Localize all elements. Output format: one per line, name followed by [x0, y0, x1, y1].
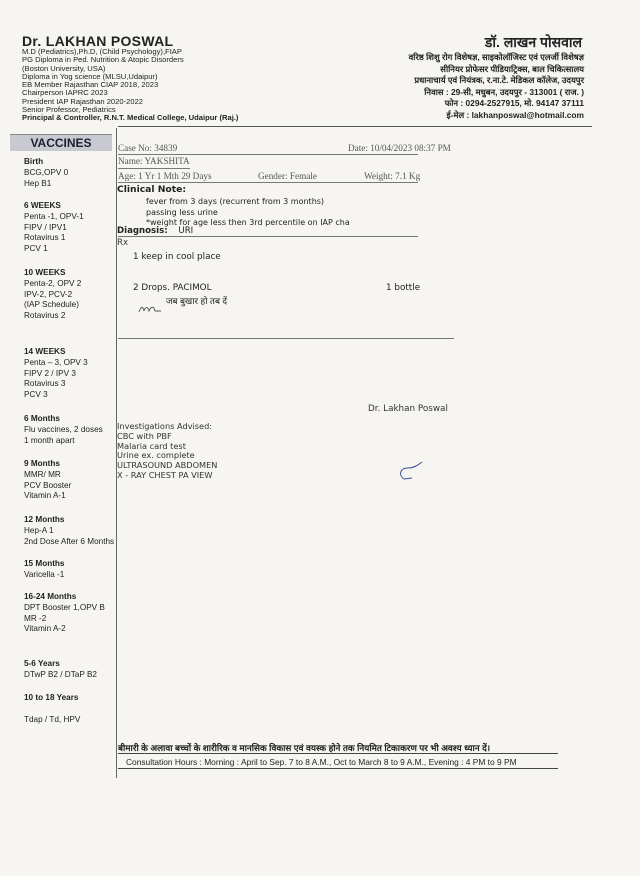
vaccine-item: BCG,OPV 0: [24, 168, 69, 178]
clinical-line: fever from 3 days (recurrent from 3 months): [146, 197, 325, 206]
qual-line: President IAP Rajasthan 2020-2022: [22, 96, 144, 106]
rx-item: 1 keep in cool place: [133, 252, 221, 262]
case-number: Case No: 34839: [118, 143, 178, 153]
vaccine-item: MR -2: [24, 613, 47, 623]
hindi-line: फोन : 0294-2527915, मो. 94147 37111: [444, 98, 584, 109]
vaccine-item: Penta – 3, OPV 3: [24, 358, 88, 368]
footer-divider: [118, 768, 558, 769]
vaccine-group: [24, 268, 81, 321]
patient-name: Name: YAKSHITA: [118, 156, 190, 166]
vaccine-age: 12 Months: [24, 515, 65, 524]
vaccine-group: [24, 459, 71, 502]
vaccine-item: PCV 3: [24, 389, 48, 399]
clinical-note-title: Clinical Note:: [117, 184, 187, 195]
vaccine-age: 14 WEEKS: [24, 347, 66, 356]
investigations: [117, 422, 217, 481]
hindi-line: ई-मेल : lakhanposwal@hotmail.com: [446, 109, 584, 120]
diagnosis: [117, 226, 193, 236]
vaccine-group: [24, 201, 84, 254]
clinical-line: *weight for age less then 3rd percentile on IAP cha: [146, 218, 350, 227]
vaccine-age: 9 Months: [24, 459, 60, 468]
vaccine-group: [24, 559, 65, 581]
rx-instruction: जब बुखार हो तब दें: [166, 296, 228, 306]
qual-line: (Boston University, USA): [22, 63, 106, 73]
vaccine-item: PCV 1: [24, 243, 48, 253]
vaccine-group: [24, 693, 78, 704]
hindi-line: वरिष्ठ शिशु रोग विशेषज्ञ, साइकोलॉजिस्ट एवं एलर्जी विशेषज्ञ: [408, 52, 584, 62]
form-line: [118, 236, 418, 237]
qual-line: M.D (Pediatrics),Ph.D, (Child Psychology),FIAP: [22, 47, 182, 56]
hindi-details: [409, 52, 584, 122]
form-line: [118, 154, 418, 155]
vaccine-item: FIPV / IPV1: [24, 222, 67, 232]
qualifications: [22, 48, 238, 123]
vaccine-item: IPV-2, PCV-2: [24, 289, 73, 299]
footer-divider: [118, 753, 558, 754]
hindi-line: प्रधानाचार्य एवं नियंत्रक, र.ना.टे. मेडिकल कॉलेज, उदयपुर: [414, 75, 584, 86]
rx-label: Rx: [117, 238, 129, 248]
vaccine-age: 15 Months: [24, 559, 65, 568]
investigations-title: Investigations Advised:: [117, 421, 213, 431]
vaccine-age: 10 to 18 Years: [24, 693, 79, 702]
rx-item: 2 Drops. PACIMOL: [133, 283, 212, 293]
vaccine-age: 10 WEEKS: [24, 268, 66, 277]
vaccine-age: 6 WEEKS: [24, 201, 61, 210]
qual-line: EB Member Rajasthan CIAP 2018, 2023: [22, 80, 159, 90]
investigation-item: Urine ex. complete: [117, 450, 195, 461]
vaccine-item: Varicella -1: [24, 570, 65, 580]
visit-date: Date: 10/04/2023 08:37 PM: [348, 143, 451, 153]
handwritten-tick: [396, 460, 426, 484]
investigation-item: X - RAY CHEST PA VIEW: [117, 469, 213, 480]
vaccine-group: [24, 347, 88, 400]
handwritten-mark: [137, 303, 163, 315]
vaccine-item: Hep B1: [24, 178, 52, 188]
diagnosis-value: URI: [178, 226, 194, 236]
vaccine-item: MMR/ MR: [24, 470, 61, 480]
vaccine-group: [24, 659, 97, 681]
vaccine-item: 2nd Dose After 6 Months: [24, 536, 115, 546]
form-line: [118, 168, 190, 169]
vaccine-age: 6 Months: [24, 414, 60, 423]
patient-age: Age: 1 Yr 1 Mth 29 Days: [118, 171, 212, 181]
vaccine-item: Penta -1, OPV-1: [24, 212, 84, 222]
vaccine-item: DTwP B2 / DTaP B2: [24, 670, 97, 680]
vaccines-title: VACCINES: [10, 134, 112, 151]
vaccine-item: Vitamin A-1: [24, 491, 66, 501]
vaccine-item: Rotavirus 3: [24, 379, 66, 389]
qual-line: PG Diploma in Ped. Nutrition & Atopic Disorders: [22, 55, 184, 65]
diagnosis-label: Diagnosis:: [117, 226, 168, 236]
vaccine-group: [24, 157, 68, 189]
footer-note: बीमारी के अलावा बच्चों के शारीरिक व मानसिक विकास एवं वयस्क होने तक नियमित टिकाकरण पर भी अवश्य ध्यान दें।: [118, 743, 491, 753]
investigation-item: Malaria card test: [117, 440, 186, 451]
investigation-item: CBC with PBF: [117, 430, 172, 441]
vaccine-group: [24, 515, 114, 547]
qual-line: Chairperson IAPRC 2023: [22, 88, 108, 98]
vaccine-item: Tdap / Td, HPV: [24, 715, 81, 724]
vaccine-item: 1 month apart: [24, 435, 75, 445]
vaccine-item: Hep-A 1: [24, 526, 54, 536]
rx-quantity: 1 bottle: [386, 283, 421, 293]
hindi-doctor-name: डॉ. लाखन पोसवाल: [484, 34, 582, 50]
vaccine-item: Vitamin A-2: [24, 624, 66, 634]
hindi-line: सीनियर प्रोफेसर पीडियाट्रिक्स, बाल चिकित्सालय: [440, 63, 584, 74]
hindi-line: निवास : 29-सी, मधुबन, उदयपुर - 313001 ( राज. ): [424, 86, 584, 97]
form-line: [118, 182, 418, 183]
vaccine-item: FIPV 2 / IPV 3: [24, 368, 76, 378]
doctor-name: Dr. LAKHAN POSWAL: [22, 33, 174, 49]
vaccine-age: 16-24 Months: [24, 592, 77, 601]
vaccine-item: Flu vaccines, 2 doses: [24, 425, 103, 435]
clinical-line: passing less urine: [146, 207, 218, 217]
position-line: Principal & Controller, R.N.T. Medical College, Udaipur (Raj.): [22, 113, 239, 123]
vaccine-group: [24, 715, 80, 725]
patient-gender: Gender: Female: [258, 171, 317, 181]
vaccine-item: (IAP Schedule): [24, 300, 79, 310]
doctor-signature: Dr. Lakhan Poswal: [368, 404, 448, 414]
vaccine-age: 5-6 Years: [24, 659, 60, 668]
qual-line: Senior Professor, Pediatrics: [22, 105, 116, 115]
vaccine-age: Birth: [24, 157, 44, 166]
qual-line: Diploma in Yog science (MLSU,Udaipur): [22, 71, 158, 81]
header-divider: [118, 126, 592, 127]
form-line: [118, 338, 454, 339]
vaccine-item: Rotavirus 2: [24, 310, 66, 320]
clinical-note: [146, 197, 350, 229]
vaccine-item: DPT Booster 1,OPV B: [24, 603, 105, 613]
vaccine-item: PCV Booster: [24, 480, 72, 490]
vaccine-group: [24, 414, 103, 446]
consultation-hours: Consultation Hours : Morning : April to Sep. 7 to 8 A.M., Oct to March 8 to 9 A.M., Evening : 4 PM to 9 PM: [126, 757, 517, 767]
patient-weight: Weight: 7.1 Kg: [364, 171, 421, 181]
investigation-item: ULTRASOUND ABDOMEN: [117, 460, 218, 471]
vaccine-group: [24, 592, 105, 635]
vaccine-item: Penta-2, OPV 2: [24, 279, 82, 289]
vaccine-item: Rotavirus 1: [24, 233, 66, 243]
